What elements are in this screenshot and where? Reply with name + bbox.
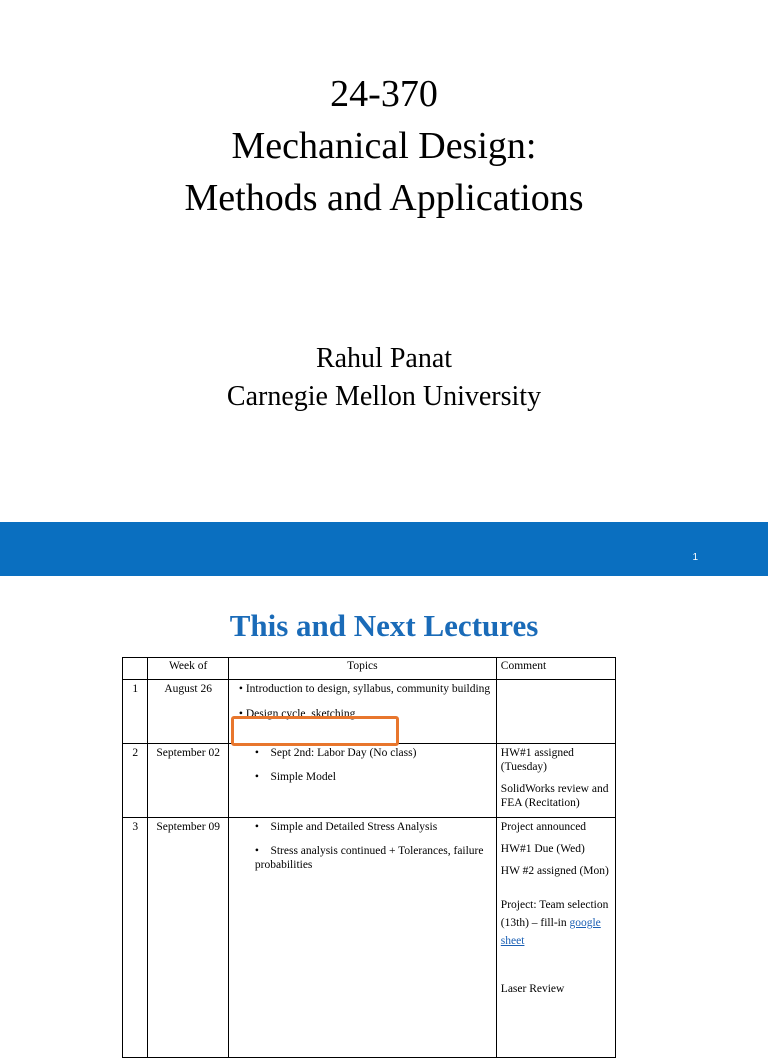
topic-item: • Simple and Detailed Stress Analysis (254, 821, 438, 833)
topic-item: • Introduction to design, syllabus, community building (238, 683, 491, 695)
comment-item: SolidWorks review and FEA (Recitation) (500, 783, 609, 809)
row-comment (496, 818, 615, 1058)
row-comment (496, 680, 615, 744)
comment-item: HW#1 assigned (Tuesday) (500, 747, 574, 773)
row-topics (228, 818, 496, 1058)
page-number: 1 (692, 552, 698, 563)
comment-item: Project announced (500, 821, 587, 833)
header-num (123, 658, 148, 680)
comment-item: HW#1 Due (Wed) (500, 843, 585, 855)
highlight-box (231, 716, 399, 746)
header-comment: Comment (496, 658, 615, 680)
row-week: August 26 (148, 680, 228, 744)
footer-bar (0, 522, 768, 576)
table-row (123, 818, 616, 1058)
row-topics (228, 744, 496, 818)
author-name: Rahul Panat (315, 343, 453, 374)
course-name-line2: Methods and Applications (184, 177, 584, 219)
table-row (123, 744, 616, 818)
topic-item: • Simple Model (254, 771, 336, 783)
institution-name: Carnegie Mellon University (226, 381, 542, 412)
header-topics: Topics (228, 658, 496, 680)
schedule-slide (0, 576, 768, 1024)
row-num: 3 (123, 818, 148, 1058)
row-num: 2 (123, 744, 148, 818)
team-selection-text: Project: Team selection (13th) – fill-in (500, 899, 609, 929)
course-name-line1: Mechanical Design: (231, 125, 537, 167)
google-sheet-link[interactable]: google sheet (500, 917, 601, 947)
course-title (0, 68, 768, 224)
comment-item: HW #2 assigned (Mon) (500, 865, 609, 877)
row-comment (496, 744, 615, 818)
topic-item: • Sept 2nd: Labor Day (No class) (254, 747, 417, 759)
comment-item (501, 896, 611, 950)
comment-item: Laser Review (500, 983, 565, 995)
slide-title: This and Next Lectures (229, 608, 539, 643)
table-header-row (123, 658, 616, 680)
course-number: 24-370 (330, 73, 438, 115)
topic-item: • Stress analysis continued + Tolerances, failure probabilities (254, 845, 487, 871)
row-num: 1 (123, 680, 148, 744)
row-week: September 02 (148, 744, 228, 818)
topic-item-highlighted: • Design cycle, sketching (238, 708, 356, 720)
header-week: Week of (148, 658, 228, 680)
author-block (0, 340, 768, 416)
row-week: September 09 (148, 818, 228, 1058)
